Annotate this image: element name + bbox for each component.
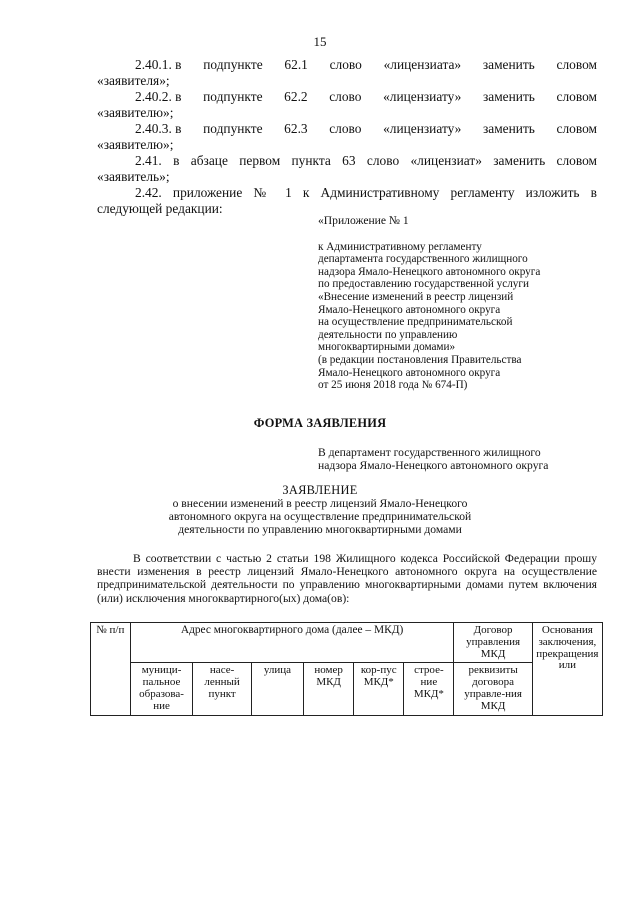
amend-word: 2.40.1. в (135, 57, 182, 72)
statement-line: о внесении изменений в реестр лицензий Ямало-Ненецкого (172, 497, 468, 510)
amend-line1: 2.42. приложение № 1 к Административному регламенту изложить в (135, 185, 597, 200)
address-header: Адрес многоквартирного дома (далее – МКД) (130, 623, 454, 663)
amend-line2: «заявителю»; (97, 137, 174, 152)
amend-word: 2.40.2. в (135, 89, 182, 104)
amend-line1: 2.41. в абзаце первом пункта 63 слово «лицензиат» заменить словом (135, 153, 597, 168)
intro-paragraph (97, 552, 597, 605)
amend-word: подпункте (203, 57, 263, 72)
page-number: 15 (313, 34, 327, 49)
amend-word: «лицензиату» (383, 121, 462, 136)
appendix-line: по предоставлению государственной услуги (318, 278, 529, 291)
col-number-header: № п/п (91, 623, 131, 716)
amend-line2: «заявителя»; (97, 73, 170, 88)
addressee (318, 446, 618, 472)
subcol-structure: строе-ние МКД* (404, 663, 454, 715)
amendment-2-40-2 (97, 89, 597, 121)
appendix-line: департамента государственного жилищного (318, 253, 528, 266)
amend-word: 2.40.3. в (135, 121, 182, 136)
subcol-house-number: номер МКД (304, 663, 354, 715)
subcol-municipality: муници-пальное образова-ние (130, 663, 193, 715)
appendix-line: от 25 июня 2018 года № 674-П) (318, 379, 468, 392)
amend-line2: следующей редакции: (97, 201, 223, 216)
table-subheader-row (91, 663, 603, 715)
appendix-line: (в редакции постановления Правительства (318, 353, 522, 366)
intro-text: В соответствии с частью 2 статьи 198 Жилищного кодекса Российской Федерации прошу внести изменения в реестр лицензий Ямало-Ненецкого автономного округа на осуществление предпринимательской деятельности по управлению многоквартирными домами путем включения (или) исключения многоквартирного(ых) дома(ов): (97, 552, 597, 605)
table-header-row (91, 623, 603, 663)
appendix-line: Ямало-Ненецкого автономного округа (318, 366, 501, 379)
subcol-street: улица (251, 663, 303, 715)
contract-header: Договор управления МКД (454, 623, 532, 663)
appendix-line: на осуществление предпринимательской (318, 316, 513, 329)
appendix-line: многоквартирными домами» (318, 341, 456, 354)
amend-word: заменить (482, 57, 535, 72)
amendment-2-40-3 (97, 121, 597, 153)
amend-word: подпункте (203, 89, 263, 104)
basis-header: Основания заключения, прекращения или (532, 623, 602, 716)
amendment-2-42 (97, 185, 597, 217)
amend-word: заменить (482, 121, 535, 136)
appendix-line: деятельности по управлению (318, 328, 458, 341)
statement-title-block (150, 484, 490, 536)
mkd-table (90, 622, 603, 716)
amendment-2-40-1 (97, 57, 597, 89)
form-title: ФОРМА ЗАЯВЛЕНИЯ (253, 416, 387, 430)
amend-word: «лицензиата» (383, 57, 462, 72)
subcol-contract-details: реквизиты договора управле-ния МКД (454, 663, 532, 715)
subcol-building: кор-пус МКД* (354, 663, 404, 715)
amend-word: словом (556, 57, 597, 72)
statement-line: деятельности по управлению многоквартирными домами (178, 523, 462, 536)
amend-line2: «заявитель»; (97, 169, 170, 184)
amend-word: 62.1 (284, 57, 308, 72)
amend-word: словом (556, 89, 597, 104)
addressee-line: надзора Ямало-Ненецкого автономного округа (318, 459, 549, 472)
amend-word: заменить (482, 89, 535, 104)
appendix-line: «Внесение изменений в реестр лицензий (318, 290, 514, 303)
appendix-line: к Административному регламенту (318, 240, 482, 253)
appendix-line: надзора Ямало-Ненецкого автономного округа (318, 265, 541, 278)
statement-title: ЗАЯВЛЕНИЕ (282, 483, 358, 497)
amend-line2: «заявителю»; (97, 105, 174, 120)
subcol-settlement: насе-ленный пункт (193, 663, 251, 715)
amendment-2-41 (97, 153, 597, 185)
amend-word: «лицензиату» (383, 89, 462, 104)
statement-line: автономного округа на осуществление предпринимательской (168, 510, 472, 523)
appendix-heading: «Приложение № 1 (318, 214, 409, 227)
amend-word: 62.2 (284, 89, 308, 104)
amend-word: подпункте (203, 121, 263, 136)
addressee-line: В департамент государственного жилищного (318, 446, 541, 459)
amend-word: слово (329, 121, 362, 136)
amend-word: словом (556, 121, 597, 136)
appendix-line: Ямало-Ненецкого автономного округа (318, 303, 501, 316)
appendix-block (318, 215, 608, 392)
amend-word: слово (329, 89, 362, 104)
amend-word: 62.3 (284, 121, 308, 136)
amend-word: слово (329, 57, 362, 72)
